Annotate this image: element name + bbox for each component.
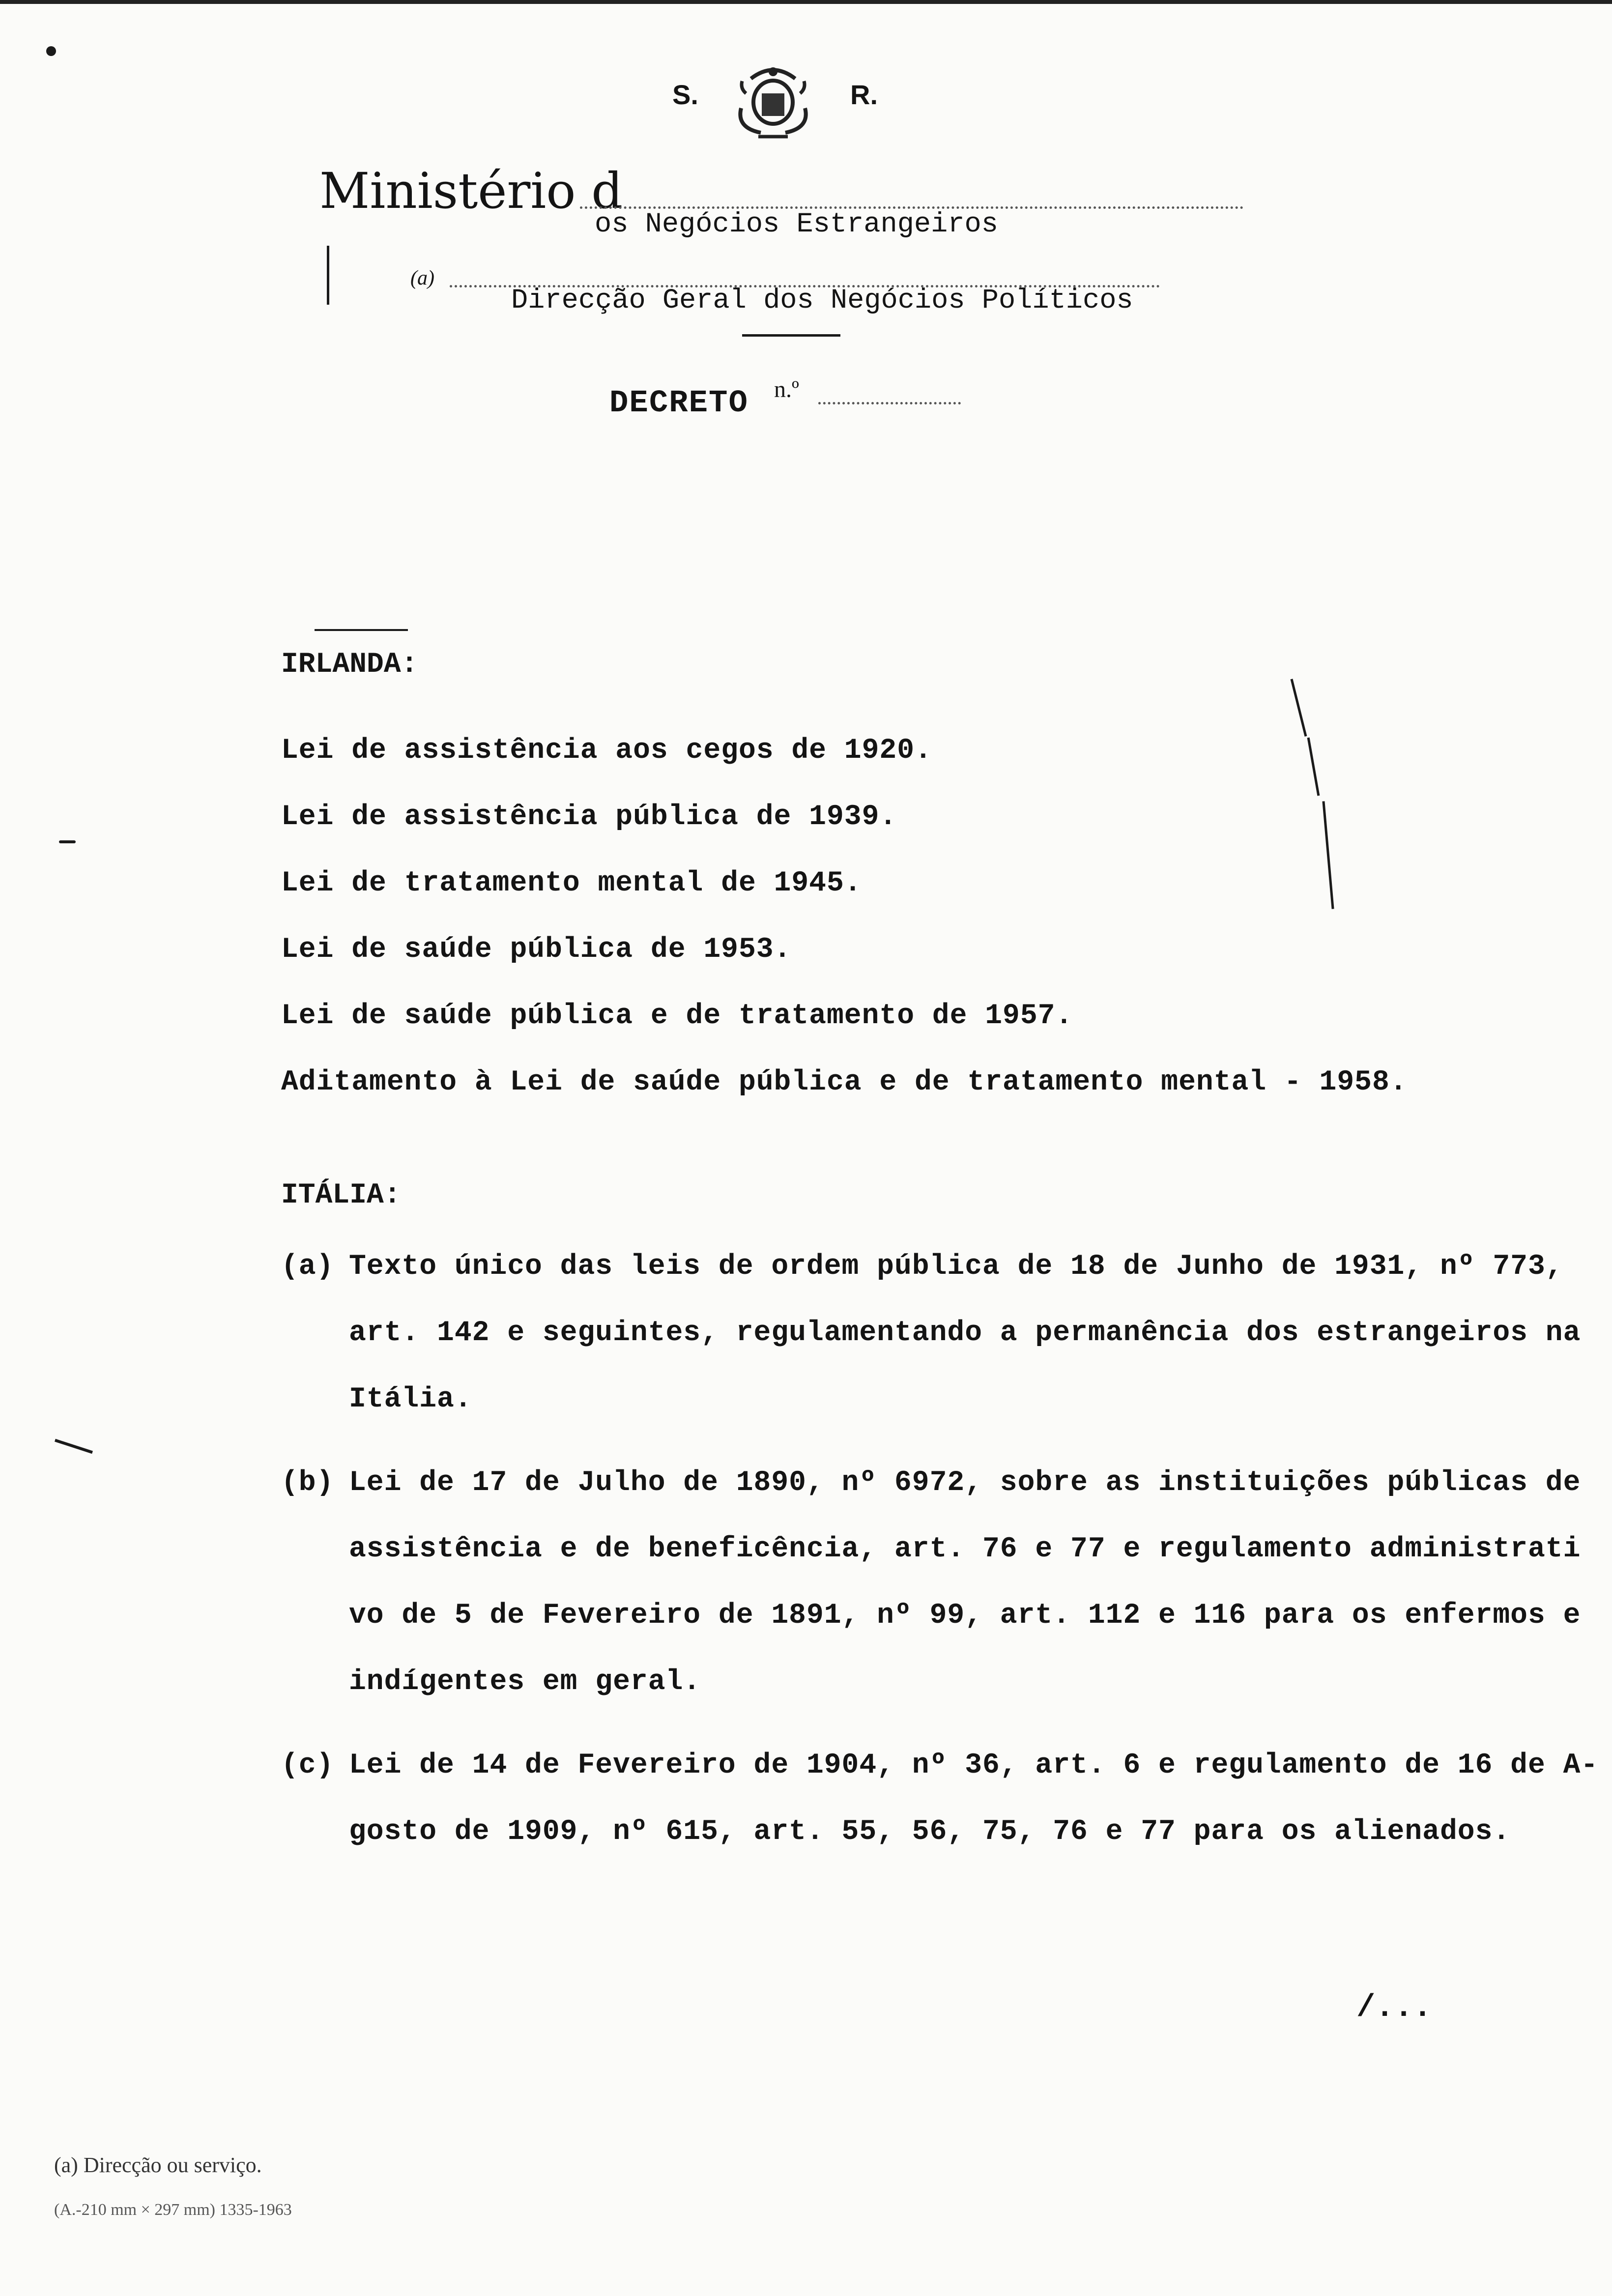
italia-item-line: assistência e de beneficência, art. 76 e 77 e regulamento administrati (349, 1533, 1581, 1565)
irlanda-item: Lei de assistência pública de 1939. (281, 801, 897, 833)
italia-item-label: (b) (281, 1467, 334, 1499)
decreto-label: DECRETO (609, 386, 748, 421)
italia-item-line: art. 142 e seguintes, regulamentando a permanência dos estrangeiros na (349, 1317, 1581, 1349)
section-rule (315, 629, 408, 631)
italia-item-line: Itália. (349, 1383, 472, 1415)
direccao-a-marker: (a) (410, 267, 434, 289)
italia-item-line: Lei de 14 de Fevereiro de 1904, nº 36, art. 6 e regulamento de 16 de A- (349, 1750, 1599, 1781)
irlanda-item: Lei de tratamento mental de 1945. (281, 867, 862, 899)
scan-speck (55, 1439, 93, 1454)
margin-mark (1307, 737, 1320, 796)
decreto-number-dotted-line (818, 402, 961, 404)
italia-heading: ITÁLIA: (281, 1179, 401, 1211)
italia-item-label: (a) (281, 1251, 334, 1283)
italia-item-label: (c) (281, 1750, 334, 1781)
italia-item-line: indígentes em geral. (349, 1666, 701, 1698)
decreto-number-label: n.º (774, 376, 799, 402)
ministerio-name: os Negócios Estrangeiros (595, 209, 998, 240)
irlanda-item: Lei de saúde pública e de tratamento de 1957. (281, 1000, 1073, 1032)
header-r: R. (850, 79, 878, 110)
top-border (0, 0, 1612, 4)
irlanda-item: Lei de saúde pública de 1953. (281, 934, 792, 966)
italia-item-line: gosto de 1909, nº 615, art. 55, 56, 75, 76 e 77 para os alienados. (349, 1816, 1511, 1848)
coat-of-arms-seal (731, 59, 815, 143)
form-code: (A.-210 mm × 297 mm) 1335-1963 (54, 2201, 292, 2219)
footnote: (a) Direcção ou serviço. (54, 2153, 262, 2177)
irlanda-item: Aditamento à Lei de saúde pública e de tratamento mental - 1958. (281, 1066, 1408, 1098)
italia-item-line: Texto único das leis de ordem pública de 18 de Junho de 1931, nº 773, (349, 1251, 1563, 1283)
header-rule (742, 334, 840, 337)
direccao-geral: Direcção Geral dos Negócios Políticos (511, 285, 1133, 316)
margin-mark (327, 246, 329, 305)
italia-item-line: Lei de 17 de Julho de 1890, nº 6972, sobre as instituições públicas de (349, 1467, 1581, 1499)
ministerio-label: Ministério d (319, 162, 623, 220)
scan-speck (46, 46, 56, 56)
scan-speck (59, 840, 76, 843)
header-s: S. (672, 79, 698, 110)
continuation-mark: /... (1356, 1990, 1432, 2026)
irlanda-heading: IRLANDA: (281, 649, 418, 681)
irlanda-item: Lei de assistência aos cegos de 1920. (281, 735, 932, 767)
margin-mark (1322, 801, 1334, 909)
margin-mark (1291, 679, 1307, 737)
italia-item-line: vo de 5 de Fevereiro de 1891, nº 99, art. 112 e 116 para os enfermos e (349, 1600, 1581, 1632)
